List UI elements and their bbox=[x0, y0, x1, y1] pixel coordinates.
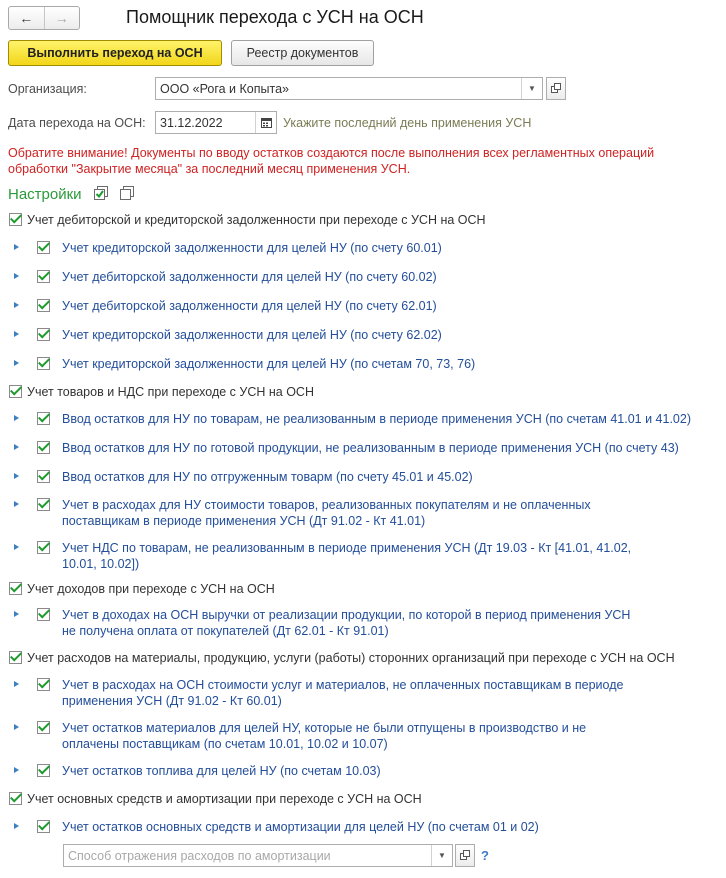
expand-arrow-icon[interactable] bbox=[14, 415, 19, 421]
expand-arrow-icon[interactable] bbox=[14, 611, 19, 617]
expand-arrow-icon[interactable] bbox=[14, 302, 19, 308]
expand-arrow-icon[interactable] bbox=[14, 501, 19, 507]
item-checkbox[interactable] bbox=[37, 498, 50, 511]
item-checkbox[interactable] bbox=[37, 241, 50, 254]
settings-item[interactable] bbox=[14, 763, 381, 779]
item-label[interactable]: Учет НДС по товарам, не реализованным в периоде применения УСН (Дт 19.03 - Кт [41.01, 41.02, 10.01, 10.02]) bbox=[62, 541, 632, 571]
item-checkbox[interactable] bbox=[37, 678, 50, 691]
settings-group[interactable] bbox=[9, 582, 275, 596]
expand-arrow-icon[interactable] bbox=[14, 473, 19, 479]
expand-arrow-icon[interactable] bbox=[14, 767, 19, 773]
item-checkbox[interactable] bbox=[37, 820, 50, 833]
item-label[interactable]: Учет остатков основных средств и амортизации для целей НУ (по счетам 01 и 02) bbox=[62, 820, 539, 834]
settings-item[interactable] bbox=[14, 497, 591, 529]
settings-item[interactable] bbox=[14, 677, 623, 709]
item-label[interactable]: Учет в расходах на ОСН стоимости услуг и материалов, не оплаченных поставщикам в периоде применения УСН (Дт 91.02 - Кт 60.01) bbox=[62, 678, 624, 708]
item-checkbox[interactable] bbox=[37, 721, 50, 734]
document-registry-button[interactable]: Реестр документов bbox=[231, 40, 374, 66]
group-checkbox[interactable] bbox=[9, 582, 22, 595]
item-label[interactable]: Учет в доходах на ОСН выручки от реализации продукции, по которой в период применения УСН не получена оплата от покупателей (Дт 62.01 - Кт 91.01) bbox=[62, 608, 631, 638]
open-organization-button[interactable] bbox=[546, 77, 566, 100]
expand-arrow-icon[interactable] bbox=[14, 244, 19, 250]
settings-item[interactable] bbox=[14, 540, 631, 572]
settings-title bbox=[8, 186, 135, 204]
item-checkbox[interactable] bbox=[37, 470, 50, 483]
back-arrow-icon[interactable]: ← bbox=[19, 10, 34, 26]
item-checkbox[interactable] bbox=[37, 357, 50, 370]
item-label[interactable]: Учет дебиторской задолженности для целей НУ (по счету 60.02) bbox=[62, 270, 437, 284]
expand-arrow-icon[interactable] bbox=[14, 823, 19, 829]
check-all-icon[interactable] bbox=[94, 186, 109, 204]
item-checkbox[interactable] bbox=[37, 412, 50, 425]
settings-item[interactable] bbox=[14, 269, 437, 285]
amortization-method-placeholder: Способ отражения расходов по амортизации bbox=[68, 848, 331, 863]
item-label[interactable]: Учет дебиторской задолженности для целей НУ (по счету 62.01) bbox=[62, 299, 437, 313]
settings-item[interactable] bbox=[14, 819, 539, 835]
item-checkbox[interactable] bbox=[37, 764, 50, 777]
transition-date-field[interactable] bbox=[155, 111, 277, 134]
item-checkbox[interactable] bbox=[37, 270, 50, 283]
expand-arrow-icon[interactable] bbox=[14, 544, 19, 550]
item-label[interactable]: Ввод остатков для НУ по товарам, не реализованным в периоде применения УСН (по счетам 41.01 и 41.02) bbox=[62, 412, 691, 426]
execute-transition-button[interactable]: Выполнить переход на ОСН bbox=[8, 40, 222, 66]
settings-item[interactable] bbox=[14, 356, 475, 372]
open-form-icon bbox=[551, 83, 562, 94]
item-label[interactable]: Учет в расходах для НУ стоимости товаров, реализованных покупателям и не оплаченных поставщикам в периоде применения УСН (Дт 91.02 - Кт 41.01) bbox=[62, 498, 591, 528]
expand-arrow-icon[interactable] bbox=[14, 724, 19, 730]
warning-message bbox=[8, 145, 718, 177]
open-amortization-button[interactable] bbox=[455, 844, 475, 867]
page-title: Помощник перехода с УСН на ОСН bbox=[126, 7, 424, 27]
settings-item[interactable] bbox=[14, 720, 586, 752]
expand-arrow-icon[interactable] bbox=[14, 360, 19, 366]
group-label: Учет товаров и НДС при переходе с УСН на ОСН bbox=[27, 385, 314, 399]
group-checkbox[interactable] bbox=[9, 792, 22, 805]
settings-item[interactable] bbox=[14, 440, 679, 456]
warning-line-1: Обратите внимание! Документы по вводу остатков создаются после выполнения всех регламентных операций bbox=[8, 146, 655, 160]
item-label[interactable]: Учет кредиторской задолженности для целей НУ (по счетам 70, 73, 76) bbox=[62, 357, 476, 371]
item-checkbox[interactable] bbox=[37, 608, 50, 621]
item-label[interactable]: Учет кредиторской задолженности для целей НУ (по счету 60.01) bbox=[62, 241, 442, 255]
history-nav bbox=[8, 6, 80, 30]
organization-field[interactable] bbox=[155, 77, 543, 100]
group-label: Учет основных средств и амортизации при переходе с УСН на ОСН bbox=[27, 792, 422, 806]
group-checkbox[interactable] bbox=[9, 213, 22, 226]
settings-item[interactable] bbox=[14, 469, 473, 485]
item-checkbox[interactable] bbox=[37, 328, 50, 341]
item-label[interactable]: Ввод остатков для НУ по готовой продукции, не реализованным в периоде применения УСН (по счету 43) bbox=[62, 441, 679, 455]
item-label[interactable]: Учет кредиторской задолженности для целей НУ (по счету 62.02) bbox=[62, 328, 442, 342]
expand-arrow-icon[interactable] bbox=[14, 444, 19, 450]
warning-line-2: обработки "Закрытие месяца" за последний месяц применения УСН. bbox=[8, 162, 411, 176]
item-label[interactable]: Ввод остатков для НУ по отгруженным товарм (по счету 45.01 и 45.02) bbox=[62, 470, 473, 484]
help-icon[interactable]: ? bbox=[481, 848, 489, 863]
settings-title-text: Настройки bbox=[8, 186, 82, 203]
settings-item[interactable] bbox=[14, 411, 691, 427]
settings-item[interactable] bbox=[14, 240, 442, 256]
group-label: Учет дебиторской и кредиторской задолженности при переходе с УСН на ОСН bbox=[27, 213, 486, 227]
item-label[interactable]: Учет остатков топлива для целей НУ (по счетам 10.03) bbox=[62, 764, 381, 778]
item-checkbox[interactable] bbox=[37, 541, 50, 554]
organization-label: Организация: bbox=[8, 82, 87, 96]
group-label: Учет доходов при переходе с УСН на ОСН bbox=[27, 582, 275, 596]
settings-item[interactable] bbox=[14, 607, 630, 639]
expand-arrow-icon[interactable] bbox=[14, 331, 19, 337]
calendar-icon[interactable] bbox=[255, 112, 276, 133]
item-checkbox[interactable] bbox=[37, 299, 50, 312]
chevron-down-icon[interactable]: ▼ bbox=[431, 845, 452, 866]
open-form-icon bbox=[460, 850, 471, 861]
amortization-method-select[interactable] bbox=[63, 844, 453, 867]
expand-arrow-icon[interactable] bbox=[14, 273, 19, 279]
settings-group[interactable] bbox=[9, 213, 486, 227]
group-checkbox[interactable] bbox=[9, 651, 22, 664]
item-label[interactable]: Учет остатков материалов для целей НУ, которые не были отпущены в производство и не оплачены поставщикам (по счетам 10.01, 10.02 и 10.07) bbox=[62, 721, 587, 751]
expand-arrow-icon[interactable] bbox=[14, 681, 19, 687]
settings-item[interactable] bbox=[14, 298, 437, 314]
transition-date-hint: Укажите последний день применения УСН bbox=[283, 116, 532, 130]
settings-item[interactable] bbox=[14, 327, 442, 343]
chevron-down-icon[interactable]: ▼ bbox=[521, 78, 542, 99]
group-checkbox[interactable] bbox=[9, 385, 22, 398]
settings-group[interactable] bbox=[9, 792, 422, 806]
transition-date-label: Дата перехода на ОСН: bbox=[8, 116, 146, 130]
group-label: Учет расходов на материалы, продукцию, услуги (работы) сторонних организаций при переходе с УСН на ОСН bbox=[27, 651, 675, 665]
item-checkbox[interactable] bbox=[37, 441, 50, 454]
settings-group[interactable] bbox=[9, 385, 314, 399]
transition-date-value: 31.12.2022 bbox=[160, 115, 223, 130]
settings-group[interactable] bbox=[9, 651, 675, 665]
uncheck-all-icon[interactable] bbox=[120, 186, 135, 204]
forward-arrow-icon[interactable]: → bbox=[44, 7, 80, 29]
organization-value: ООО «Рога и Копыта» bbox=[160, 81, 289, 96]
